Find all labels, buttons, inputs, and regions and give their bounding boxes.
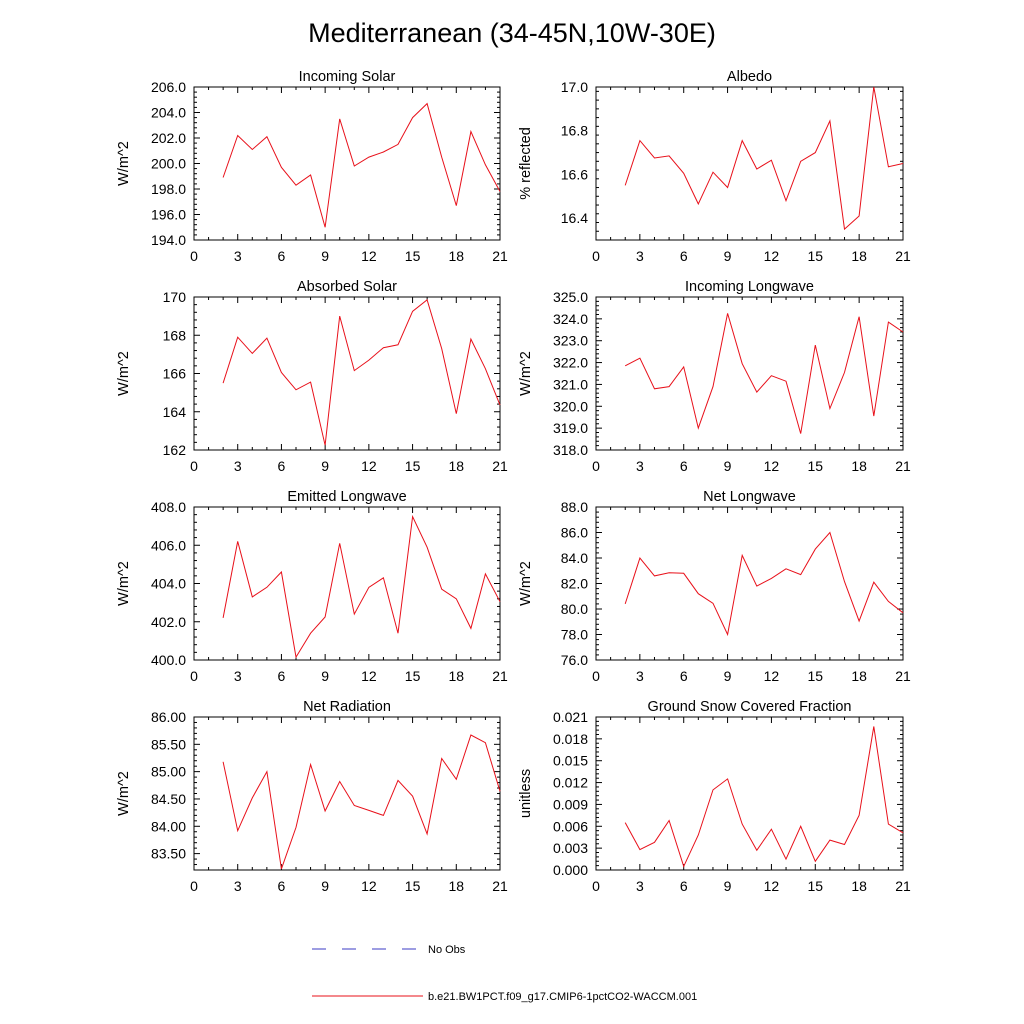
ground-snow-covered-fraction-xtick-label: 3 (635, 878, 644, 894)
ground-snow-covered-fraction-title: Ground Snow Covered Fraction (647, 699, 852, 715)
net-radiation-ytick-label: 85.50 (150, 736, 186, 753)
incoming-solar-ytick-label: 206.0 (150, 79, 186, 95)
emitted-longwave-xtick-label: 6 (277, 668, 286, 684)
emitted-longwave-xtick-label: 21 (492, 668, 508, 684)
net-radiation-ytick-label: 86.00 (150, 709, 186, 725)
incoming-solar-frame (194, 87, 500, 240)
net-longwave-xtick-label: 12 (763, 668, 780, 684)
incoming-longwave-ytick-label: 324.0 (552, 310, 588, 327)
emitted-longwave-series-line (223, 517, 500, 658)
absorbed-solar-xtick-label: 12 (361, 458, 377, 474)
albedo-ytick-label: 16.4 (560, 210, 588, 227)
absorbed-solar-series-line (223, 300, 500, 445)
emitted-longwave-xtick-label: 18 (448, 668, 465, 684)
net-radiation-panel (116, 699, 508, 894)
incoming-longwave-ytick-label: 325.0 (552, 289, 588, 305)
incoming-longwave-ytick-label: 321.0 (552, 376, 588, 393)
ground-snow-covered-fraction-xtick-label: 9 (723, 878, 732, 894)
absorbed-solar-xtick-label: 18 (448, 458, 465, 474)
incoming-longwave-ytick-label: 322.0 (552, 354, 588, 371)
incoming-solar-ytick-label: 200.0 (150, 155, 186, 172)
incoming-longwave-xtick-label: 21 (895, 458, 911, 474)
albedo-xtick-label: 18 (851, 248, 867, 264)
incoming-solar-xtick-label: 15 (404, 248, 421, 264)
net-longwave-ytick-label: 80.0 (560, 601, 588, 617)
net-radiation-xtick-label: 18 (448, 878, 465, 894)
net-radiation-series-line (223, 735, 500, 869)
albedo-panel (518, 69, 911, 264)
ground-snow-covered-fraction-ytick-label: 0.009 (552, 796, 588, 813)
incoming-solar-xtick-label: 12 (361, 248, 377, 264)
ground-snow-covered-fraction-xtick-label: 18 (851, 878, 867, 894)
albedo-ytick-label: 16.6 (560, 166, 588, 183)
emitted-longwave-panel (116, 489, 508, 684)
absorbed-solar-title: Absorbed Solar (297, 279, 397, 295)
net-longwave-xtick-label: 21 (895, 668, 911, 684)
albedo-ytick-label: 17.0 (560, 79, 588, 95)
emitted-longwave-xtick-label: 12 (361, 668, 377, 684)
net-radiation-ytick-label: 84.50 (150, 790, 186, 807)
net-longwave-ytick-label: 76.0 (560, 652, 588, 668)
incoming-longwave-ytick-label: 319.0 (552, 420, 588, 437)
legend-label-0: No Obs (428, 944, 466, 956)
emitted-longwave-ylabel: W/m^2 (116, 561, 132, 606)
albedo-xtick-label: 15 (807, 248, 824, 264)
incoming-solar-xtick-label: 18 (448, 248, 465, 264)
net-radiation-xtick-label: 3 (233, 878, 242, 894)
albedo-xtick-label: 9 (723, 248, 732, 264)
absorbed-solar-ytick-label: 168 (162, 327, 186, 344)
ground-snow-covered-fraction-ytick-label: 0.021 (552, 709, 588, 725)
ground-snow-covered-fraction-ytick-label: 0.006 (552, 818, 588, 835)
net-radiation-xtick-label: 6 (277, 878, 286, 894)
albedo-xtick-label: 12 (763, 248, 780, 264)
ground-snow-covered-fraction-frame (596, 717, 903, 870)
net-longwave-xtick-label: 18 (851, 668, 867, 684)
absorbed-solar-ylabel: W/m^2 (116, 351, 132, 396)
main-title: Mediterranean (34-45N,10W-30E) (308, 18, 716, 48)
panels (116, 69, 911, 894)
ground-snow-covered-fraction-xtick-label: 6 (679, 878, 688, 894)
albedo-xtick-label: 0 (592, 248, 600, 264)
albedo-xtick-label: 3 (635, 248, 644, 264)
emitted-longwave-title: Emitted Longwave (287, 489, 407, 505)
net-longwave-xtick-label: 0 (592, 668, 600, 684)
absorbed-solar-xtick-label: 3 (233, 458, 242, 474)
albedo-xtick-label: 6 (679, 248, 688, 264)
net-longwave-xtick-label: 6 (679, 668, 688, 684)
net-longwave-panel (518, 489, 911, 684)
net-radiation-xtick-label: 12 (361, 878, 377, 894)
absorbed-solar-ytick-label: 162 (162, 442, 186, 458)
net-radiation-ytick-label: 84.00 (150, 818, 186, 835)
ground-snow-covered-fraction-panel (518, 699, 911, 894)
incoming-longwave-xtick-label: 3 (635, 458, 644, 474)
ground-snow-covered-fraction-xtick-label: 12 (763, 878, 780, 894)
incoming-solar-ytick-label: 196.0 (150, 206, 186, 223)
incoming-longwave-xtick-label: 12 (763, 458, 780, 474)
incoming-solar-series-line (223, 104, 500, 228)
incoming-solar-ylabel: W/m^2 (116, 141, 132, 186)
net-longwave-ytick-label: 78.0 (560, 626, 588, 643)
incoming-longwave-ylabel: W/m^2 (518, 351, 534, 396)
incoming-longwave-xtick-label: 15 (807, 458, 824, 474)
incoming-longwave-xtick-label: 18 (851, 458, 867, 474)
ground-snow-covered-fraction-ytick-label: 0.018 (552, 730, 588, 747)
absorbed-solar-xtick-label: 0 (190, 458, 198, 474)
absorbed-solar-xtick-label: 9 (321, 458, 330, 474)
ground-snow-covered-fraction-xtick-label: 21 (895, 878, 911, 894)
net-radiation-title: Net Radiation (303, 699, 391, 715)
absorbed-solar-ytick-label: 170 (162, 289, 186, 305)
net-longwave-xtick-label: 3 (635, 668, 644, 684)
incoming-longwave-frame (596, 297, 903, 450)
albedo-frame (596, 87, 903, 240)
ground-snow-covered-fraction-series-line (625, 727, 903, 867)
emitted-longwave-ytick-label: 404.0 (150, 575, 186, 592)
incoming-longwave-ytick-label: 320.0 (552, 398, 588, 415)
absorbed-solar-ytick-label: 166 (162, 365, 186, 382)
incoming-longwave-xtick-label: 9 (723, 458, 732, 474)
ground-snow-covered-fraction-ytick-label: 0.015 (552, 752, 588, 769)
net-longwave-xtick-label: 9 (723, 668, 732, 684)
incoming-solar-ytick-label: 194.0 (150, 232, 186, 248)
incoming-longwave-series-line (625, 313, 903, 433)
ground-snow-covered-fraction-xtick-label: 0 (592, 878, 600, 894)
incoming-longwave-title: Incoming Longwave (685, 279, 814, 295)
net-radiation-xtick-label: 15 (404, 878, 421, 894)
net-longwave-series-line (625, 533, 903, 635)
net-radiation-xtick-label: 0 (190, 878, 198, 894)
incoming-solar-ytick-label: 202.0 (150, 130, 186, 146)
absorbed-solar-panel (116, 279, 508, 474)
emitted-longwave-frame (194, 507, 500, 660)
absorbed-solar-frame (194, 297, 500, 450)
albedo-ylabel: % reflected (518, 127, 534, 200)
ground-snow-covered-fraction-xtick-label: 15 (807, 878, 824, 894)
incoming-solar-panel (116, 69, 508, 264)
emitted-longwave-ytick-label: 402.0 (150, 613, 186, 630)
net-longwave-ytick-label: 84.0 (560, 550, 588, 566)
net-longwave-ytick-label: 86.0 (560, 524, 588, 541)
emitted-longwave-xtick-label: 9 (321, 668, 330, 684)
legend (312, 944, 697, 1003)
emitted-longwave-xtick-label: 15 (404, 668, 421, 684)
incoming-solar-xtick-label: 6 (277, 248, 286, 264)
emitted-longwave-ytick-label: 406.0 (150, 537, 186, 554)
net-longwave-ytick-label: 82.0 (560, 575, 588, 592)
net-radiation-ylabel: W/m^2 (116, 771, 132, 816)
albedo-title: Albedo (726, 69, 773, 85)
net-longwave-ylabel: W/m^2 (518, 561, 534, 606)
emitted-longwave-xtick-label: 0 (190, 668, 198, 684)
incoming-longwave-panel (518, 279, 911, 474)
ground-snow-covered-fraction-ytick-label: 0.000 (552, 862, 588, 878)
ground-snow-covered-fraction-ytick-label: 0.003 (552, 840, 588, 857)
incoming-solar-title: Incoming Solar (298, 69, 396, 85)
net-longwave-frame (596, 507, 903, 660)
net-radiation-ytick-label: 83.50 (150, 845, 186, 862)
incoming-solar-xtick-label: 9 (321, 248, 330, 264)
net-longwave-ytick-label: 88.0 (560, 499, 588, 515)
incoming-solar-ytick-label: 198.0 (150, 181, 186, 197)
emitted-longwave-ytick-label: 408.0 (150, 499, 186, 515)
net-radiation-xtick-label: 21 (492, 878, 508, 894)
net-longwave-xtick-label: 15 (807, 668, 824, 684)
net-radiation-xtick-label: 9 (321, 878, 330, 894)
emitted-longwave-xtick-label: 3 (233, 668, 242, 684)
incoming-solar-xtick-label: 3 (233, 248, 242, 264)
absorbed-solar-ytick-label: 164 (162, 403, 186, 420)
absorbed-solar-xtick-label: 21 (492, 458, 508, 474)
absorbed-solar-xtick-label: 6 (277, 458, 286, 474)
incoming-solar-xtick-label: 0 (190, 248, 198, 264)
incoming-solar-ytick-label: 204.0 (150, 104, 186, 121)
legend-label-1: b.e21.BW1PCT.f09_g17.CMIP6-1pctCO2-WACCM.001 (428, 991, 698, 1003)
albedo-series-line (625, 87, 903, 229)
net-radiation-ytick-label: 85.00 (150, 763, 186, 780)
incoming-solar-xtick-label: 21 (492, 248, 508, 264)
albedo-ytick-label: 16.8 (560, 122, 588, 139)
absorbed-solar-xtick-label: 15 (404, 458, 421, 474)
incoming-longwave-ytick-label: 318.0 (552, 442, 588, 458)
ground-snow-covered-fraction-ytick-label: 0.012 (552, 774, 588, 791)
incoming-longwave-xtick-label: 0 (592, 458, 600, 474)
albedo-xtick-label: 21 (895, 248, 911, 264)
incoming-longwave-xtick-label: 6 (679, 458, 688, 474)
ground-snow-covered-fraction-ylabel: unitless (518, 768, 534, 819)
incoming-longwave-ytick-label: 323.0 (552, 332, 588, 349)
emitted-longwave-ytick-label: 400.0 (150, 652, 186, 668)
net-longwave-title: Net Longwave (703, 489, 796, 505)
